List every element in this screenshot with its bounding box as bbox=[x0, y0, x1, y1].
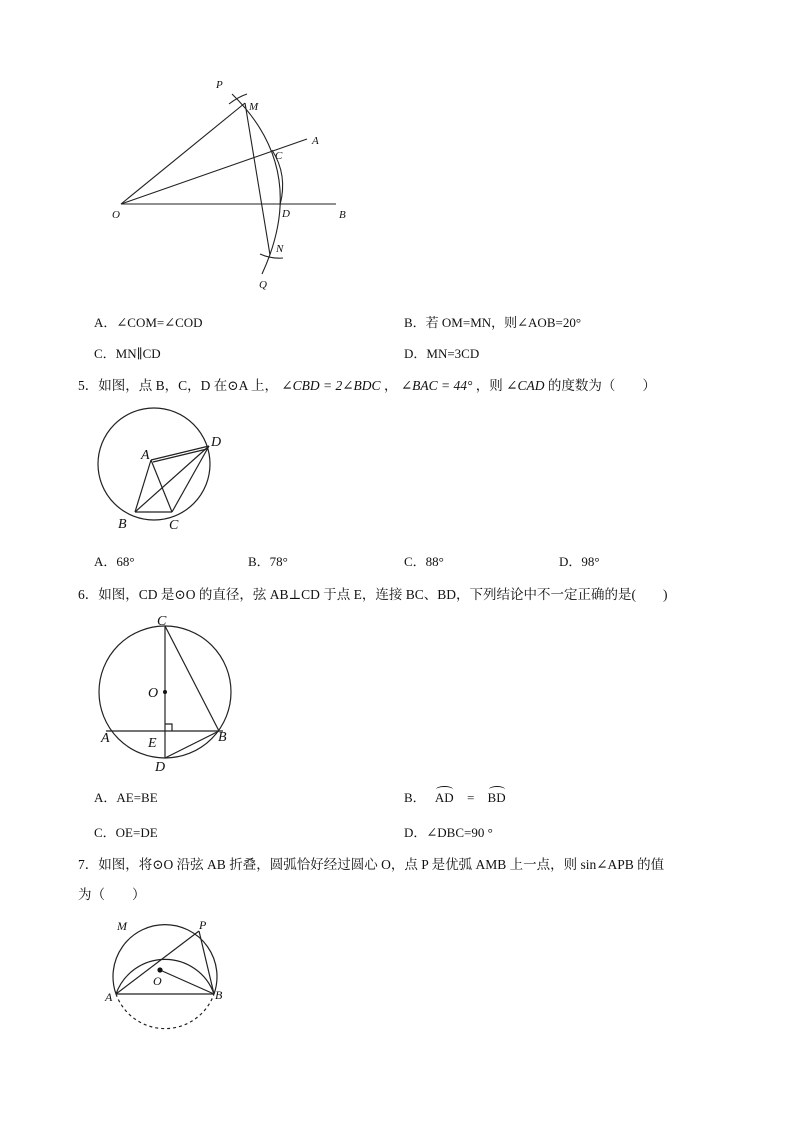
label-c: C bbox=[275, 150, 283, 162]
label-b: B bbox=[118, 517, 127, 532]
label-n: N bbox=[276, 243, 284, 255]
q5-stem-suffix: 的度数为（ ） bbox=[547, 378, 656, 393]
q5-stem-sep: ， bbox=[383, 378, 398, 393]
q6-stem: 6．如图，CD 是⊙O 的直径，弦 AB⊥CD 于点 E，连接 BC、BD，下列结论中不一定正确的是( ) bbox=[78, 587, 668, 602]
equals-sign: = bbox=[466, 790, 475, 805]
q5-stem-math3: ∠CAD bbox=[506, 378, 545, 393]
q4-option-a[interactable]: A．∠COM=∠COD bbox=[94, 315, 203, 330]
center-dot bbox=[157, 967, 162, 972]
label-p: P bbox=[216, 79, 223, 91]
label-o: O bbox=[153, 974, 162, 988]
q5-option-c[interactable]: C．88° bbox=[404, 554, 444, 569]
q6-option-b-prefix: B． bbox=[404, 790, 426, 805]
figure-q4 bbox=[0, 0, 794, 300]
q4-option-d[interactable]: D．MN=3CD bbox=[404, 346, 480, 361]
segment-ac bbox=[151, 460, 172, 512]
label-a: A bbox=[312, 135, 319, 147]
label-c: C bbox=[169, 518, 179, 533]
segment-pb bbox=[199, 931, 214, 994]
label-b: B bbox=[339, 209, 346, 221]
q4-option-c[interactable]: C．MN∥CD bbox=[94, 346, 161, 361]
label-a: A bbox=[105, 990, 113, 1004]
q6-option-d[interactable]: D．∠DBC=90 ° bbox=[404, 825, 493, 840]
segment-cb bbox=[165, 626, 219, 731]
label-a: A bbox=[101, 731, 110, 746]
dashed-minor-arc bbox=[116, 994, 214, 1029]
segment-om bbox=[121, 103, 245, 204]
arc-ad: AD bbox=[434, 790, 454, 805]
segment-db bbox=[165, 731, 219, 758]
q5-stem-prefix: 5．如图，点 B，C，D 在⊙A 上， bbox=[78, 378, 278, 393]
q5-option-d[interactable]: D．98° bbox=[559, 554, 600, 569]
label-q: Q bbox=[259, 279, 267, 291]
ray-oa bbox=[121, 139, 307, 204]
arc-pq bbox=[232, 94, 280, 274]
figure-q5 bbox=[0, 390, 794, 550]
center-dot bbox=[163, 690, 167, 694]
label-d: D bbox=[155, 760, 166, 775]
right-angle-mark bbox=[165, 724, 172, 731]
q6-option-c[interactable]: C．OE=DE bbox=[94, 825, 158, 840]
q5-option-a[interactable]: A．68° bbox=[94, 554, 135, 569]
label-b: B bbox=[215, 988, 223, 1002]
q5-stem-math1: ∠CBD = 2∠BDC bbox=[281, 378, 381, 393]
circle-a bbox=[98, 408, 210, 520]
label-p: P bbox=[199, 918, 207, 932]
label-c: C bbox=[157, 614, 167, 629]
q5-stem-mid: ，则 bbox=[475, 378, 503, 393]
label-m: M bbox=[249, 101, 259, 113]
arc-mark-m bbox=[229, 94, 247, 104]
figure-q7 bbox=[0, 900, 794, 1040]
label-o: O bbox=[112, 209, 120, 221]
label-o: O bbox=[148, 686, 159, 701]
label-m: M bbox=[117, 919, 127, 933]
label-e: E bbox=[148, 736, 157, 751]
label-b: B bbox=[218, 730, 227, 745]
figure-q6 bbox=[0, 600, 794, 780]
label-d: D bbox=[282, 208, 290, 220]
q5-option-b[interactable]: B．78° bbox=[248, 554, 288, 569]
q4-option-b[interactable]: B．若 OM=MN，则∠AOB=20° bbox=[404, 315, 582, 330]
q7-stem-line1: 7．如图，将⊙O 沿弦 AB 折叠，圆弧恰好经过圆心 O，点 P 是优弧 AMB 上一点，则 sin∠APB 的值 bbox=[78, 857, 665, 872]
segment-ob bbox=[160, 970, 214, 994]
q6-option-b[interactable] bbox=[404, 787, 506, 806]
label-a: A bbox=[141, 448, 150, 463]
q7-stem-line2: 为（ ） bbox=[78, 887, 146, 902]
q5-stem-math2: ∠BAC = 44° bbox=[400, 378, 473, 393]
q6-option-a[interactable]: A．AE=BE bbox=[94, 790, 158, 805]
folded-arc bbox=[116, 959, 214, 994]
label-d: D bbox=[211, 435, 222, 450]
arc-bd: BD bbox=[487, 790, 506, 805]
segment-mn bbox=[245, 103, 270, 255]
